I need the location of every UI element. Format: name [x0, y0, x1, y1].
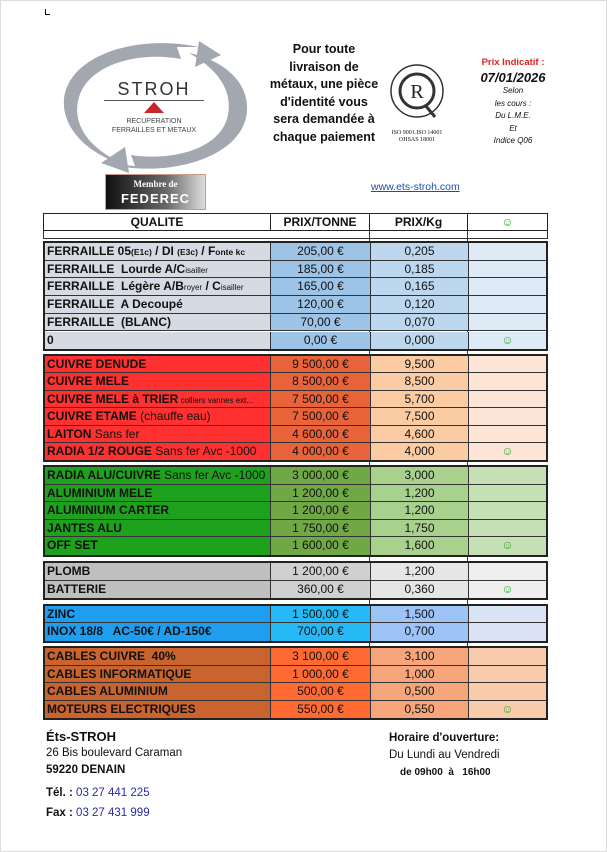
- price-per-tonne: 3 100,00 €: [271, 648, 371, 665]
- label-segment: FERRAILLE (BLANC): [47, 314, 171, 329]
- smiley-icon: ☺: [469, 332, 546, 350]
- price-per-kg: 9,500: [371, 356, 469, 372]
- opening-hours: [389, 730, 519, 781]
- price-per-kg: 0,360: [371, 581, 469, 599]
- price-per-tonne: 0,00 €: [271, 332, 371, 350]
- material-name: [45, 485, 271, 502]
- company-name: Éts-STROH: [46, 729, 117, 744]
- prix-l2: les cours :: [494, 98, 532, 108]
- table-row: [45, 426, 546, 443]
- col-prix-tonne: PRIX/TONNE: [270, 213, 370, 231]
- empty-cell: [469, 278, 546, 295]
- smiley-icon: ☺: [469, 443, 546, 460]
- company-info: [46, 728, 182, 822]
- empty-cell: [469, 683, 546, 700]
- iso-certification: [382, 63, 452, 163]
- triangle-icon: [144, 102, 164, 113]
- price-per-kg: 1,200: [371, 563, 469, 580]
- material-name: [45, 443, 271, 460]
- material-name: [45, 563, 271, 580]
- label-segment: royer: [183, 283, 203, 293]
- table-row: [45, 520, 546, 538]
- material-name: [45, 278, 271, 295]
- empty-cell: [469, 485, 546, 502]
- table-row: [45, 391, 546, 408]
- table-row: [45, 623, 546, 640]
- label-segment: CABLES INFORMATIQUE: [47, 666, 192, 681]
- price-per-tonne: 360,00 €: [271, 581, 371, 599]
- label-segment: CUIVRE MELE à TRIER: [47, 391, 179, 406]
- price-per-kg: 1,000: [371, 666, 469, 683]
- prix-title: Prix Indicatif :: [481, 57, 545, 68]
- col-qualite: QUALITE: [43, 213, 271, 231]
- label-segment: / F: [197, 244, 216, 258]
- smiley-icon: ☺: [469, 537, 546, 555]
- material-name: [45, 314, 271, 331]
- smiley-icon: ☺: [469, 581, 546, 599]
- price-per-kg: 3,100: [371, 648, 469, 665]
- label-segment: OFF SET: [47, 538, 98, 553]
- table-row: [45, 443, 546, 460]
- price-per-tonne: 700,00 €: [271, 623, 371, 640]
- price-per-tonne: 165,00 €: [271, 278, 371, 295]
- price-per-kg: 0,185: [371, 261, 469, 278]
- material-name: [45, 606, 271, 622]
- material-name: [45, 666, 271, 683]
- table-row: [45, 683, 546, 701]
- empty-cell: [469, 261, 546, 278]
- label-segment: INOX 18/8 AC-50€ / AD-150€: [47, 624, 212, 639]
- empty-cell: [469, 520, 546, 537]
- empty-cell: [469, 502, 546, 519]
- label-segment: BATTERIE: [47, 581, 107, 596]
- label-segment: ZINC: [47, 607, 75, 621]
- price-group: [43, 646, 548, 720]
- label-segment: FERRAILLE 05: [47, 244, 132, 258]
- svg-text:R: R: [410, 81, 424, 103]
- table-row: [45, 701, 546, 719]
- material-name: [45, 332, 271, 350]
- price-per-kg: 4,000: [371, 443, 469, 460]
- price-per-kg: 0,500: [371, 683, 469, 700]
- crop-mark: [45, 9, 50, 15]
- label-segment: onte kc: [215, 247, 246, 257]
- price-per-tonne: 550,00 €: [271, 701, 371, 719]
- label-segment: (chauffe eau): [140, 409, 211, 424]
- price-per-kg: 5,700: [371, 391, 469, 407]
- empty-cell: [469, 467, 546, 484]
- material-name: [45, 243, 271, 260]
- label-segment: CUIVRE MELE: [47, 374, 130, 389]
- stroh-logo: [49, 39, 259, 174]
- table-row: [45, 581, 546, 599]
- label-segment: / C: [202, 279, 221, 294]
- price-per-kg: 0,700: [371, 623, 469, 640]
- material-name: [45, 467, 271, 484]
- tel-label: Tél. :: [46, 787, 73, 799]
- fax-number: 03 27 431 999: [76, 807, 150, 819]
- iso-line2: OHSAS 18001: [398, 137, 436, 143]
- price-per-kg: 4,600: [371, 426, 469, 442]
- logo-line2: FERRAILLES ET METAUX: [111, 127, 197, 134]
- label-segment: Sans fer Avc -1000: [151, 444, 257, 458]
- hours-time: de 09h00 à 16h00: [400, 767, 491, 778]
- price-per-kg: 8,500: [371, 373, 469, 389]
- label-segment: FERRAILLE A Decoupé: [47, 297, 183, 312]
- price-per-tonne: 1 200,00 €: [271, 502, 371, 519]
- label-segment: 0: [47, 332, 54, 347]
- table-row: [45, 563, 546, 581]
- website-link[interactable]: www.ets-stroh.com: [371, 181, 460, 193]
- price-group: [43, 604, 548, 643]
- table-row: [45, 502, 546, 520]
- price-per-kg: 0,070: [371, 314, 469, 331]
- col-prix-kg: PRIX/Kg: [369, 213, 468, 231]
- label-segment: Sans fer Avc -1000: [160, 468, 266, 482]
- label-segment: (E1c): [131, 247, 152, 257]
- price-per-tonne: 205,00 €: [271, 243, 371, 260]
- material-name: [45, 683, 271, 700]
- label-segment: JANTES ALU: [47, 520, 122, 535]
- label-segment: FERRAILLE Lourde A/C: [47, 261, 186, 276]
- price-per-kg: 0,205: [371, 243, 469, 260]
- label-segment: MOTEURS ELECTRIQUES: [47, 701, 196, 716]
- label-segment: PLOMB: [47, 564, 91, 578]
- label-segment: FERRAILLE Légère A/B: [47, 279, 184, 294]
- price-per-tonne: 4 600,00 €: [271, 426, 371, 442]
- label-segment: CUIVRE ETAME: [47, 409, 141, 424]
- price-per-kg: 1,750: [371, 520, 469, 537]
- price-date-info: [463, 57, 563, 148]
- price-per-tonne: 3 000,00 €: [271, 467, 371, 484]
- empty-cell: [469, 606, 546, 622]
- federec-badge: [105, 174, 206, 210]
- price-per-tonne: 1 200,00 €: [271, 563, 371, 580]
- price-per-kg: 1,200: [371, 502, 469, 519]
- price-per-tonne: 500,00 €: [271, 683, 371, 700]
- label-segment: ALUMINIUM MELE: [47, 485, 153, 500]
- table-row: [45, 537, 546, 555]
- price-group: [43, 465, 548, 557]
- price-per-tonne: 1 750,00 €: [271, 520, 371, 537]
- price-per-tonne: 1 600,00 €: [271, 537, 371, 555]
- label-segment: RADIA ALU/CUIVRE: [47, 468, 161, 482]
- hours-days: Du Lundi au Vendredi: [389, 749, 500, 761]
- label-segment: RADIA 1/2 ROUGE: [47, 444, 152, 458]
- material-name: [45, 648, 271, 665]
- material-name: [45, 408, 271, 424]
- label-segment: (E3c): [177, 247, 198, 257]
- lloyds-seal-icon: [389, 63, 445, 123]
- company-city: 59220 DENAIN: [46, 764, 126, 776]
- table-row: [45, 648, 546, 666]
- label-segment: Sans fer: [91, 426, 140, 441]
- tel-number[interactable]: 03 27 441 225: [76, 787, 150, 799]
- price-group: [43, 354, 548, 462]
- empty-cell: [469, 408, 546, 424]
- price-per-tonne: 7 500,00 €: [271, 408, 371, 424]
- price-per-kg: 1,500: [371, 606, 469, 622]
- prix-l3: Du L.M.E.: [495, 111, 531, 120]
- prix-l5: Indice Q06: [493, 136, 533, 145]
- empty-cell: [469, 296, 546, 313]
- price-per-kg: 0,120: [371, 296, 469, 313]
- label-segment: ALUMINIUM CARTER: [47, 503, 169, 518]
- empty-cell: [469, 373, 546, 389]
- price-per-tonne: 120,00 €: [271, 296, 371, 313]
- empty-cell: [469, 563, 546, 580]
- table-row: [45, 296, 546, 314]
- table-row: [45, 408, 546, 425]
- price-per-tonne: 1 200,00 €: [271, 485, 371, 502]
- price-per-tonne: 9 500,00 €: [271, 356, 371, 372]
- empty-cell: [469, 243, 546, 260]
- table-row: [45, 485, 546, 503]
- table-row: [45, 373, 546, 390]
- smiley-icon: ☺: [469, 701, 546, 719]
- table-row: [45, 314, 546, 332]
- id-notice: Pour toute livraison de métaux, une pièce d'identité vous sera demandée à chaque paiement: [269, 42, 379, 144]
- material-name: [45, 537, 271, 555]
- table-row: [45, 356, 546, 373]
- col-smiley-icon: ☺: [467, 213, 548, 231]
- price-per-tonne: 70,00 €: [271, 314, 371, 331]
- material-name: [45, 520, 271, 537]
- price-per-kg: 1,600: [371, 537, 469, 555]
- table-row: [45, 332, 546, 350]
- price-per-kg: 3,000: [371, 467, 469, 484]
- table-row: [45, 261, 546, 279]
- label-segment: CUIVRE DENUDE: [47, 357, 147, 371]
- material-name: [45, 701, 271, 719]
- fax-label: Fax :: [46, 807, 73, 819]
- price-per-tonne: 1 000,00 €: [271, 666, 371, 683]
- table-row: [45, 243, 546, 261]
- material-name: [45, 373, 271, 389]
- table-row: [45, 666, 546, 684]
- price-per-kg: 7,500: [371, 408, 469, 424]
- label-segment: isailler: [220, 283, 244, 293]
- logo-name: STROH: [104, 79, 204, 101]
- material-name: [45, 426, 271, 442]
- iso-line1: ISO 9001.ISO 14001: [391, 130, 443, 136]
- material-name: [45, 296, 271, 313]
- empty-cell: [469, 648, 546, 665]
- prix-l4: Et: [509, 123, 517, 133]
- price-per-kg: 1,200: [371, 485, 469, 502]
- empty-cell: [469, 426, 546, 442]
- material-name: [45, 261, 271, 278]
- price-per-tonne: 185,00 €: [271, 261, 371, 278]
- price-per-tonne: 4 000,00 €: [271, 443, 371, 460]
- material-name: [45, 356, 271, 372]
- empty-cell: [469, 356, 546, 372]
- label-segment: / DI: [151, 244, 178, 258]
- prix-l1: Selon: [502, 86, 524, 95]
- material-name: [45, 623, 271, 640]
- spacer-row: [43, 231, 548, 239]
- company-address: 26 Bis boulevard Caraman: [46, 747, 183, 759]
- label-segment: isailler: [185, 265, 208, 275]
- price-per-tonne: 1 500,00 €: [271, 606, 371, 622]
- label-segment: CABLES ALUMINIUM: [47, 684, 168, 698]
- price-group: [43, 241, 548, 351]
- table-row: [45, 467, 546, 485]
- prix-date: 07/01/2026: [480, 70, 546, 85]
- material-name: [45, 581, 271, 599]
- federec-line1: Membre de: [133, 179, 178, 189]
- logo-line1: RECUPERATION: [126, 118, 182, 125]
- hours-title: Horaire d'ouverture:: [389, 732, 500, 744]
- table-row: [45, 278, 546, 296]
- label-segment: CABLES CUIVRE 40%: [47, 649, 176, 663]
- price-per-kg: 0,000: [371, 332, 469, 350]
- price-per-tonne: 7 500,00 €: [271, 391, 371, 407]
- price-group: [43, 561, 548, 600]
- price-per-kg: 0,550: [371, 701, 469, 719]
- label-segment: colliers vannes ext...: [178, 395, 254, 405]
- material-name: [45, 502, 271, 519]
- material-name: [45, 391, 271, 407]
- price-per-tonne: 8 500,00 €: [271, 373, 371, 389]
- empty-cell: [469, 391, 546, 407]
- federec-line2: FEDEREC: [120, 191, 191, 206]
- label-segment: LAITON: [47, 426, 92, 441]
- empty-cell: [469, 314, 546, 331]
- table-row: [45, 606, 546, 623]
- empty-cell: [469, 666, 546, 683]
- price-per-kg: 0,165: [371, 278, 469, 295]
- empty-cell: [469, 623, 546, 640]
